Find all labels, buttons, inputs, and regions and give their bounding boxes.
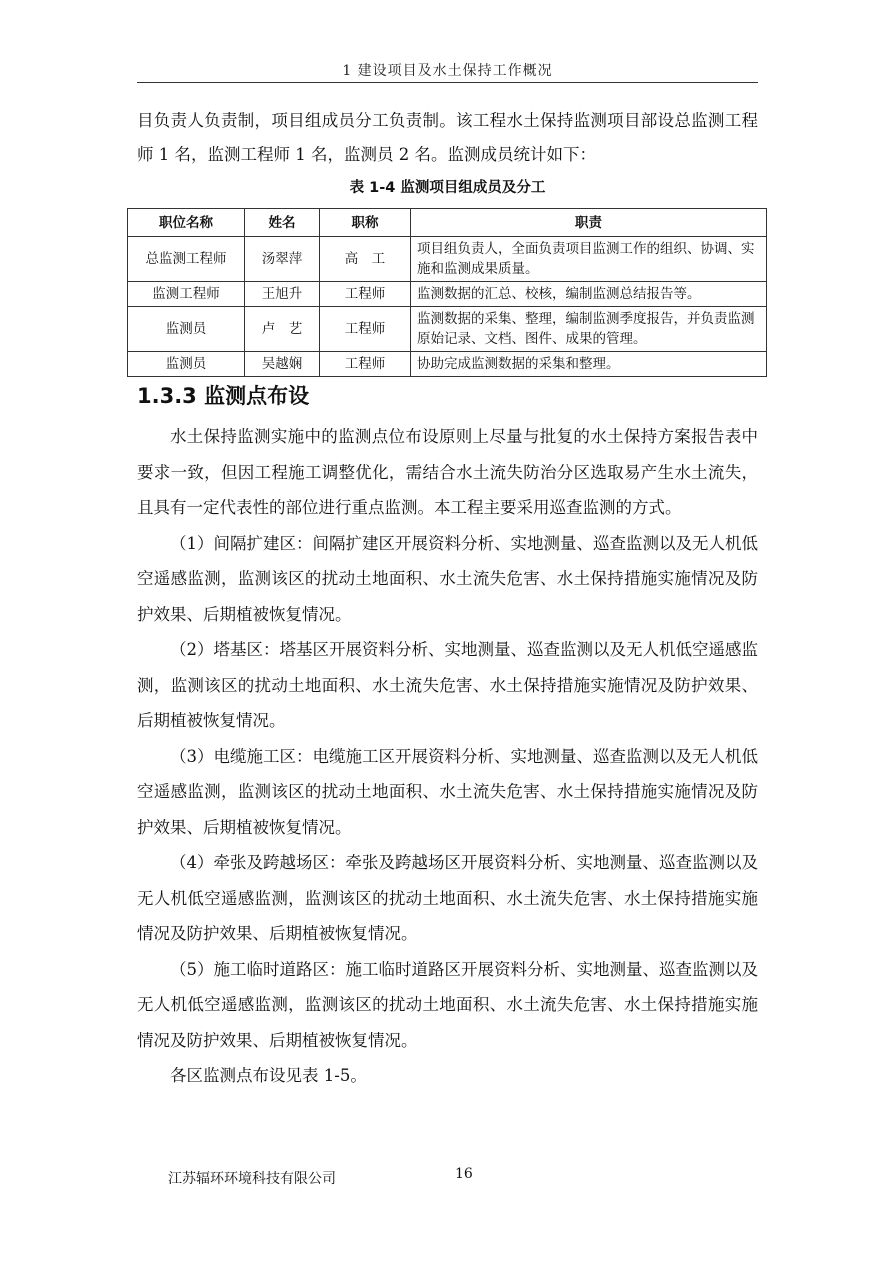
cell-title: 工程师 bbox=[320, 307, 411, 352]
table-row bbox=[128, 307, 767, 352]
cell-duty: 监测数据的汇总、校核，编制监测总结报告等。 bbox=[411, 282, 767, 307]
cell-position: 监测员 bbox=[128, 352, 245, 377]
page-number: 16 bbox=[455, 1166, 473, 1182]
table-row bbox=[128, 352, 767, 377]
cell-position: 总监测工程师 bbox=[128, 237, 245, 282]
cell-title: 工程师 bbox=[320, 352, 411, 377]
header-rule bbox=[137, 82, 758, 83]
body-paragraph: （4）牵张及跨越场区：牵张及跨越场区开展资料分析、实地测量、巡查监测以及无人机低空遥感监测，监测该区的扰动土地面积、水土流失危害、水土保持措施实施情况及防护效果、后期植被恢复情况。 bbox=[137, 853, 758, 943]
intro-paragraph: 目负责人负责制，项目组成员分工负责制。该工程水土保持监测项目部设总监测工程师 1 名，监测工程师 1 名，监测员 2 名。监测成员统计如下： bbox=[137, 111, 758, 164]
cell-name: 汤翠萍 bbox=[245, 237, 320, 282]
body-paragraph: 各区监测点布设见表 1-5。 bbox=[170, 1066, 367, 1085]
body-paragraph: （3）电缆施工区：电缆施工区开展资料分析、实地测量、巡查监测以及无人机低空遥感监测，监测该区的扰动土地面积、水土流失危害、水土保持措施实施情况及防护效果、后期植被恢复情况。 bbox=[137, 746, 758, 837]
table-caption: 表 1-4 监测项目组成员及分工 bbox=[349, 180, 546, 196]
cell-name: 卢 艺 bbox=[245, 307, 320, 352]
cell-title: 工程师 bbox=[320, 282, 411, 307]
table-header-row bbox=[128, 209, 767, 237]
header-position: 职位名称 bbox=[128, 209, 245, 237]
cell-duty: 项目组负责人，全面负责项目监测工作的组织、协调、实施和监测成果质量。 bbox=[411, 237, 767, 282]
running-header: 1 建设项目及水土保持工作概况 bbox=[342, 63, 553, 79]
cell-name: 吴越娴 bbox=[245, 352, 320, 377]
cell-position: 监测工程师 bbox=[128, 282, 245, 307]
table-row bbox=[128, 282, 767, 307]
header-duty: 职责 bbox=[411, 209, 767, 237]
table-row bbox=[128, 237, 767, 282]
body-paragraph: （1）间隔扩建区：间隔扩建区开展资料分析、实地测量、巡查监测以及无人机低空遥感监测，监测该区的扰动土地面积、水土流失危害、水土保持措施实施情况及防护效果、后期植被恢复情况。 bbox=[137, 533, 758, 624]
section-body bbox=[137, 419, 758, 1094]
header-name: 姓名 bbox=[245, 209, 320, 237]
body-paragraph: （2）塔基区：塔基区开展资料分析、实地测量、巡查监测以及无人机低空遥感监测，监测该区的扰动土地面积、水土流失危害、水土保持措施实施情况及防护效果、后期植被恢复情况。 bbox=[137, 640, 758, 730]
staff-table bbox=[127, 208, 767, 377]
cell-position: 监测员 bbox=[128, 307, 245, 352]
footer-company: 江苏辐环环境科技有限公司 bbox=[168, 1171, 336, 1187]
section-heading: 1.3.3 监测点布设 bbox=[137, 384, 310, 408]
header-title: 职称 bbox=[320, 209, 411, 237]
cell-duty: 监测数据的采集、整理，编制监测季度报告，并负责监测原始记录、文档、图件、成果的管理。 bbox=[411, 307, 767, 352]
cell-title: 高 工 bbox=[320, 237, 411, 282]
body-paragraph: （5）施工临时道路区：施工临时道路区开展资料分析、实地测量、巡查监测以及无人机低空遥感监测，监测该区的扰动土地面积、水土流失危害、水土保持措施实施情况及防护效果、后期植被恢复情况。 bbox=[137, 959, 758, 1050]
cell-name: 王旭升 bbox=[245, 282, 320, 307]
cell-duty: 协助完成监测数据的采集和整理。 bbox=[411, 352, 767, 377]
body-paragraph: 水土保持监测实施中的监测点位布设原则上尽量与批复的水土保持方案报告表中要求一致，但因工程施工调整优化，需结合水土流失防治分区选取易产生水土流失，且具有一定代表性的部位进行重点监测。本工程主要采用巡查监测的方式。 bbox=[137, 427, 758, 517]
